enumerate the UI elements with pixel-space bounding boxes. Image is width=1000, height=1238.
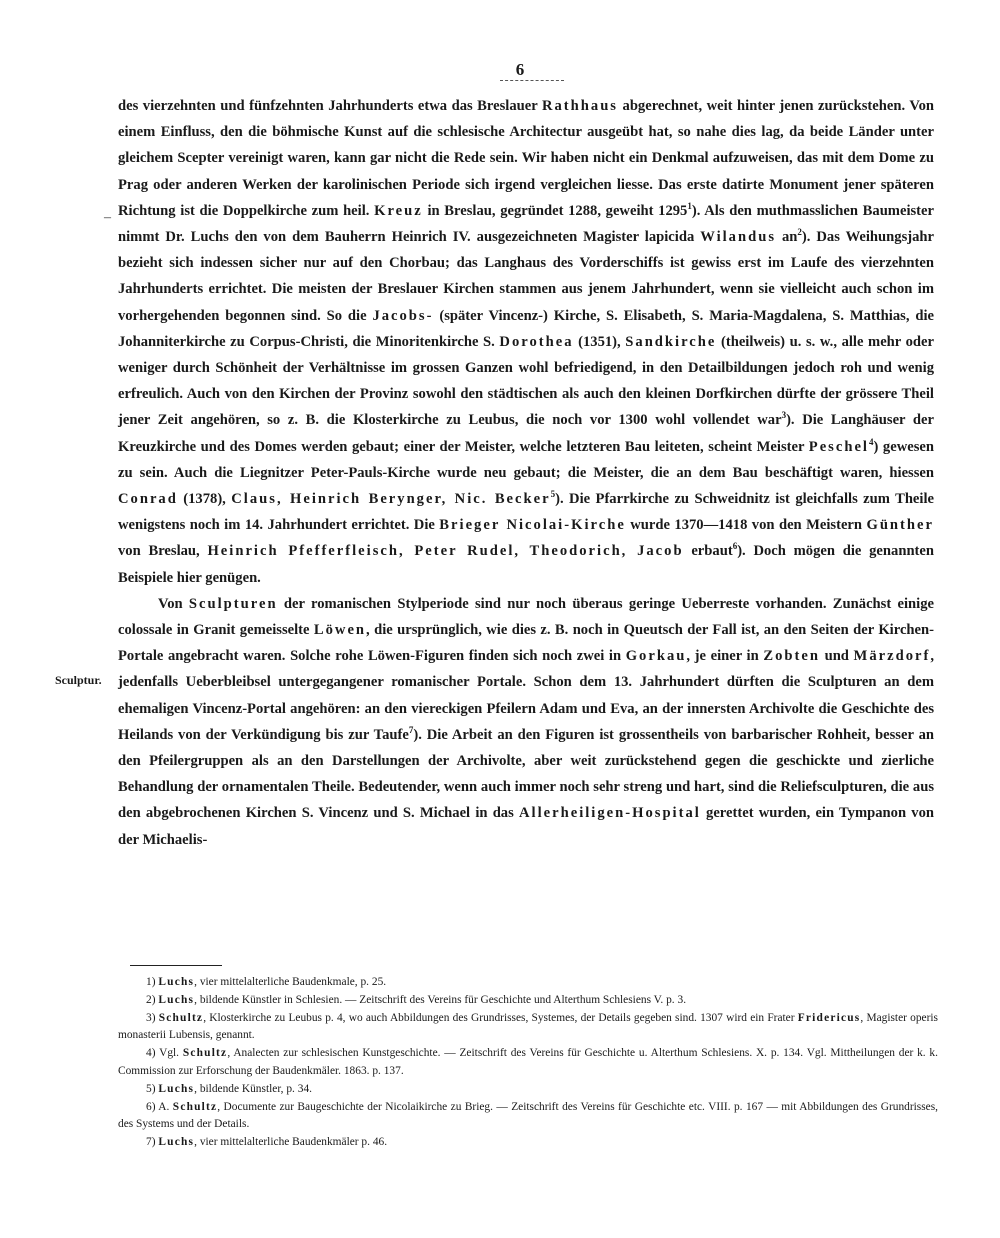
text-run: in Breslau, gegründet 1288, geweiht 1295 [422,202,688,219]
footnote-1 [118,974,938,992]
footnote-text: , Analecten zur schlesischen Kunstgeschichte. — Zeitschrift des Vereins für Geschichte u. Alterthum Schlesiens. X. p. 134. Vgl. Mittheilungen der k. k. Commission zur Erforschung der Baudenkmäler. 1863. p. 137. [118,1047,938,1077]
text-run: ). Das Weihungsjahr bezieht sich indessen sicher nur auf den Chorbau; das Langhaus des Vorderschiffs ist gewiss erst im Laufe des vierzehnten Jahrhunderts errichtet. Die meisten der Breslauer Kirchen stammen aus jenem Jahrhundert, wenn sie vielleicht auch schon im vorhergehenden begonnen sind. So die [118,229,934,324]
text-run: der romanischen Stylperiode sind nur noch überaus geringe Ueberreste vorhanden. Zunächst einige colossale in Granit gemeisselte [118,595,934,639]
footnote-text: , bildende Künstler in Schlesien. — Zeitschrift des Vereins für Geschichte und Alterthum Schlesiens V. p. 3. [194,993,687,1006]
emphasis-gorkau: Gorkau [625,648,687,665]
footnote-7 [118,1134,938,1152]
emphasis-conrad: Conrad [118,491,178,508]
footnote-text: , Klosterkirche zu Leubus p. 4, wo auch Abbildungen des Grundrisses, Systemes, der Details gegeben sind. 1307 wird ein Frater [203,1011,798,1024]
margin-note-sculptur: Sculptur. [55,673,102,687]
text-run: des vierzehnten und fünfzehnten Jahrhunderts etwa das Breslauer [118,98,542,114]
text-run: , jedenfalls Ueberbleibsel untergegangener romanischer Portale. Schon dem 13. Jahrhundert dürften die Sculpturen an dem ehemaligen Vincenz-Portal angehören: an den viereckigen Pfeilern Adam und Eva, an der innersten Archivolte die Geschichte des Heilands von der Verkündigung bis zur Taufe [118,648,934,743]
emphasis-jacobs: Jacobs- [372,307,434,324]
footnote-author: Luchs [158,993,195,1006]
text-run: ). Die Langhäuser der Kreuzkirche und des Domes werden gebaut; einer der Meister, welche letzteren Bau leiteten, scheint Meister [118,412,934,455]
footnotes [118,974,938,1152]
emphasis-zobten: Zobten [763,648,820,665]
text-run: ). Als den muthmasslichen Baumeister nimmt Dr. Luchs den von dem Bauherrn Heinrich IV. ausgezeichneten Magister lapicida [118,202,934,246]
text-run: von Breslau, [118,543,208,560]
footnote-mark: 6) [146,1100,156,1113]
text-run: an [776,229,798,246]
footnote-prefix: A. [158,1100,173,1113]
footnote-ref-4[interactable]: 4 [868,436,874,447]
page-number: 6 [515,60,525,79]
text-run: , die ursprünglich, wie dies z. B. noch in Queutsch der Fall ist, an den Seiten der Kirchen-Portale angebracht waren. Solche rohe Löwen-Figuren finden sich noch zwei in [118,622,934,665]
page-number-rule [500,80,564,81]
text-run: abgerechnet, weit hinter jenen zurückstehen. Von einem Einfluss, den die böhmische Kunst auf die schlesische Architectur ausgeübt hat, so nahe dies lag, da beide Länder unter gleichem Scepter vereinigt waren, kann gar nicht die Rede sein. Wir haben nicht ein Denkmal aufzuweisen, das mit dem Dome zu Prag oder anderen Werken der karolinischen Periode sich irgend vergleichen liesse. Das erste datirte Monument jener späteren Richtung ist die Doppelkirche zum heil. [118,98,934,219]
text-run: ). Doch mögen die genannten Beispiele hier genügen. [118,543,935,586]
text-run: gerettet wurden, ein Tympanon von der Michaelis- [118,805,934,848]
footnote-ref-3[interactable]: 3 [781,410,787,421]
footnote-author: Schultz [172,1100,218,1113]
footnote-ref-1[interactable]: 1 [687,200,692,211]
footnote-ref-2[interactable]: 2 [797,227,802,238]
footnote-3 [118,1010,938,1046]
text-run: (1378), [177,491,232,508]
emphasis-brieger-nicolai-kirche: Brieger Nicolai-Kirche [439,517,626,534]
footnote-mark: 1) [146,976,156,988]
footnote-5 [118,1081,938,1099]
emphasis-sculpturen: Sculpturen [188,595,278,612]
emphasis-sandkirche: Sandkirche [625,333,717,350]
paragraph-sculpture [118,591,934,853]
text-run: ) gewesen zu sein. Auch die Liegnitzer Peter-Pauls-Kirche wurde neu gebaut; die Meister, die an dem Bau beschäftigt waren, hiessen [118,438,934,481]
text-run: erbaut [683,543,733,560]
emphasis-builders-names: Heinrich Pfefferfleisch, Peter Rudel, Theodorich, Jacob [207,543,684,560]
text-run: , je einer in [686,648,764,665]
footnote-text: , vier mittelalterliche Baudenkmäler p. 46. [194,1136,388,1149]
text-run: (1351), [573,333,626,350]
footnote-ref-7[interactable]: 7 [408,725,414,736]
footnote-mark: 3) [146,1011,156,1024]
footnote-text: , Magister operis monasterii Lubensis, genannt. [118,1011,938,1042]
text-run: und [819,648,854,665]
footnote-separator [130,965,222,966]
footnote-author: Schultz [158,1011,204,1024]
text-run: Von [158,595,189,612]
footnote-6 [118,1099,938,1135]
text-run: ). Die Arbeit an den Figuren ist grossentheils von barbarischer Rohheit, besser an den Pfeilergruppen als an den Darstellungen der Archivolte, aber weit zurückstehend gegen die geschickte und zierliche Behandlung der ornamentalen Theile. Bedeutender, wenn auch immer noch sehr streng und hart, sind die Reliefsculpturen, die aus den abgebrochenen Kirchen S. Vincenz und S. Michael in das [118,726,934,822]
emphasis-wilandus: Wilandus [700,229,776,246]
emphasis-peschel: Peschel [808,438,869,455]
emphasis-rathhaus: Rathhaus [541,98,618,114]
footnote-mark: 2) [146,993,156,1006]
text-run: wurde 1370—1418 von den Meistern [625,517,867,534]
footnote-name-fridericus: Fridericus [797,1011,861,1024]
footnote-text: , vier mittelalterliche Baudenkmale, p. 25. [194,976,387,988]
footnote-author: Schultz [182,1047,228,1060]
main-text [118,93,934,853]
footnote-author: Luchs [158,1136,195,1149]
footnote-ref-5[interactable]: 5 [550,489,556,500]
text-run: (theilweis) u. s. w., alle mehr oder weniger durch Schönheit der Verhältnisse im grossen Ganzen wohl befriedigend, in den Detailbildungen jedoch roh und wenig erfreulich. Auch von den Kirchen der Provinz sowohl den städtischen als auch den kleinen Dorfkirchen dürfte der grössere Theil jener Zeit angehören, so z. B. die Klosterkirche zu Leubus, die noch vor 1300 wohl vollendet war [118,333,934,429]
emphasis-allerheiligen-hospital: Allerheiligen-Hospital [519,805,701,822]
text-run: (später Vincenz-) Kirche, S. Elisabeth, S. Maria-Magdalena, S. Matthias, die Johanniterkirche zu Corpus-Christi, die Minoritenkirche S. [118,307,934,350]
emphasis-maerzdorf: Märzdorf [853,648,931,665]
stray-mark: – [104,210,111,225]
emphasis-claus-berynger-becker: Claus, Heinrich Berynger, Nic. Becker [231,491,551,508]
footnote-mark: 7) [146,1136,156,1149]
footnote-4 [118,1045,938,1081]
footnote-author: Luchs [158,1082,195,1095]
text-run: ). Die Pfarrkirche zu Schweidnitz ist gleichfalls zum Theile wenigstens noch im 14. Jahrhundert errichtet. Die [118,491,935,534]
paragraph-architecture [118,93,934,591]
footnote-mark: 4) [146,1047,156,1060]
footnote-prefix: Vgl. [159,1047,183,1060]
footnote-ref-6[interactable]: 6 [732,541,738,552]
emphasis-dorothea: Dorothea [499,333,574,350]
emphasis-guenther: Günther [866,517,934,534]
footnote-author: Luchs [158,976,195,988]
footnote-2 [118,992,938,1010]
footnote-text: , Documente zur Baugeschichte der Nicolaikirche zu Brieg. — Zeitschrift des Vereins für Geschichte etc. VIII. p. 167 — mit Abbildungen des Grundrisses, des Systems und der Details. [118,1100,939,1131]
emphasis-kreuz: Kreuz [374,202,423,219]
emphasis-loewen: Löwen [313,622,367,639]
footnote-text: , bildende Künstler, p. 34. [194,1082,312,1095]
footnote-mark: 5) [146,1082,156,1095]
